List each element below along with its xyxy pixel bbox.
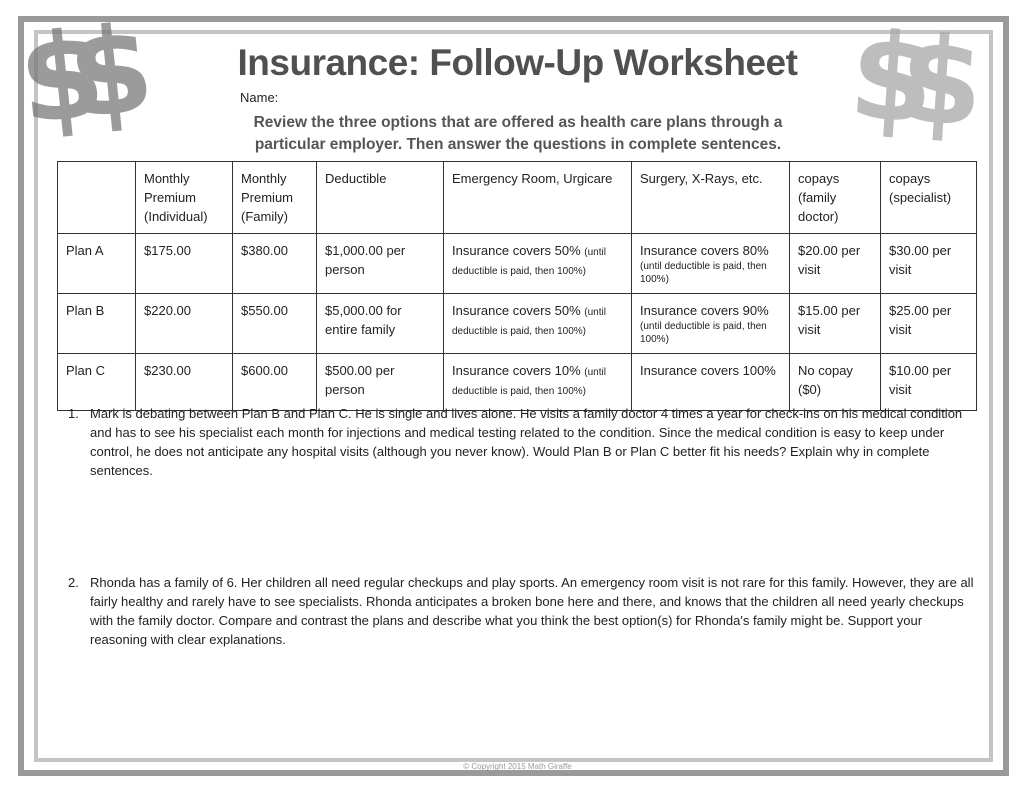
copay-family-doctor: $15.00 per visit [790,294,881,354]
deductible: $5,000.00 for entire family [317,294,444,354]
premium-individual: $175.00 [136,234,233,294]
er-coverage-main: Insurance covers 50% [452,243,581,258]
er-coverage [444,354,632,411]
copay-specialist: $30.00 per visit [881,234,977,294]
page-title: Insurance: Follow-Up Worksheet [237,42,798,83]
header-cell: copays (family doctor) [790,162,881,234]
surgery-coverage-note: (until deductible is paid, then 100%) [640,321,767,345]
copay-specialist: $10.00 per visit [881,354,977,411]
header-cell: Emergency Room, Urgicare [444,162,632,234]
er-coverage-main: Insurance covers 10% [452,363,581,378]
surgery-coverage-main: Insurance covers 90% [640,303,769,318]
instructions [228,112,808,156]
surgery-coverage [632,234,790,294]
surgery-coverage [632,354,790,411]
header-cell [58,162,136,234]
deductible: $1,000.00 per person [317,234,444,294]
header-cell: copays (specialist) [881,162,977,234]
table-row [58,234,977,294]
copay-family-doctor: No copay ($0) [790,354,881,411]
plan-name: Plan C [58,354,136,411]
instructions-line: Review the three options that are offered as health care plans through a [253,114,783,131]
header-cell: Surgery, X-Rays, etc. [632,162,790,234]
surgery-coverage-main: Insurance covers 80% [640,243,769,258]
premium-family: $550.00 [233,294,317,354]
deductible: $500.00 per person [317,354,444,411]
premium-individual: $220.00 [136,294,233,354]
question-number: 2. [68,575,79,590]
header-cell: Monthly Premium (Individual) [136,162,233,234]
er-coverage-note: (until deductible is paid, then 100%) [452,247,606,277]
surgery-coverage-main: Insurance covers 100% [640,363,776,378]
question-number: 1. [68,406,79,421]
instructions-line: particular employer. Then answer the questions in complete sentences. [254,136,782,153]
plan-name: Plan B [58,294,136,354]
surgery-coverage-note: (until deductible is paid, then 100%) [640,261,767,285]
premium-family: $600.00 [233,354,317,411]
er-coverage [444,234,632,294]
er-coverage-note: (until deductible is paid, then 100%) [452,367,606,397]
header-cell: Deductible [317,162,444,234]
copay-family-doctor: $20.00 per visit [790,234,881,294]
question-text: Rhonda has a family of 6. Her children all need regular checkups and play sports. An emergency room visit is not rare for this family. However, they are all fairly healthy and rarely have to see specialists. Rhonda anticipates a broken bone here and there, and knows that the children all need yearly checkups with the family doctor. Compare and contrast the plans and describe what you think the best option(s) for Rhonda's family might be. Support your reasoning with clear explanations. [90,575,974,647]
dollar-sign-icon: $$ [12,3,126,152]
dollar-sign-icon: $$ [845,6,954,153]
header-cell: Monthly Premium (Family) [233,162,317,234]
surgery-coverage [632,294,790,354]
plans-table [57,161,977,411]
table-header-row [58,162,977,234]
er-coverage [444,294,632,354]
copay-specialist: $25.00 per visit [881,294,977,354]
er-coverage-note: (until deductible is paid, then 100%) [452,307,606,337]
premium-family: $380.00 [233,234,317,294]
table-row [58,354,977,411]
premium-individual: $230.00 [136,354,233,411]
plan-name: Plan A [58,234,136,294]
copyright-notice: © Copyright 2015 Math Giraffe [463,762,572,771]
table-row [58,294,977,354]
name-label: Name: [240,90,279,105]
er-coverage-main: Insurance covers 50% [452,303,581,318]
question-text: Mark is debating between Plan B and Plan C. He is single and lives alone. He visits a family doctor 4 times a year for check-ins on his medical condition and has to see his specialist each month for injections and medical testing related to the condition. Since the medical condition is easy to keep under control, he does not anticipate any hospital visits (although you never know). Would Plan B or Plan C better fit his needs? Explain why in complete sentences. [90,406,963,478]
